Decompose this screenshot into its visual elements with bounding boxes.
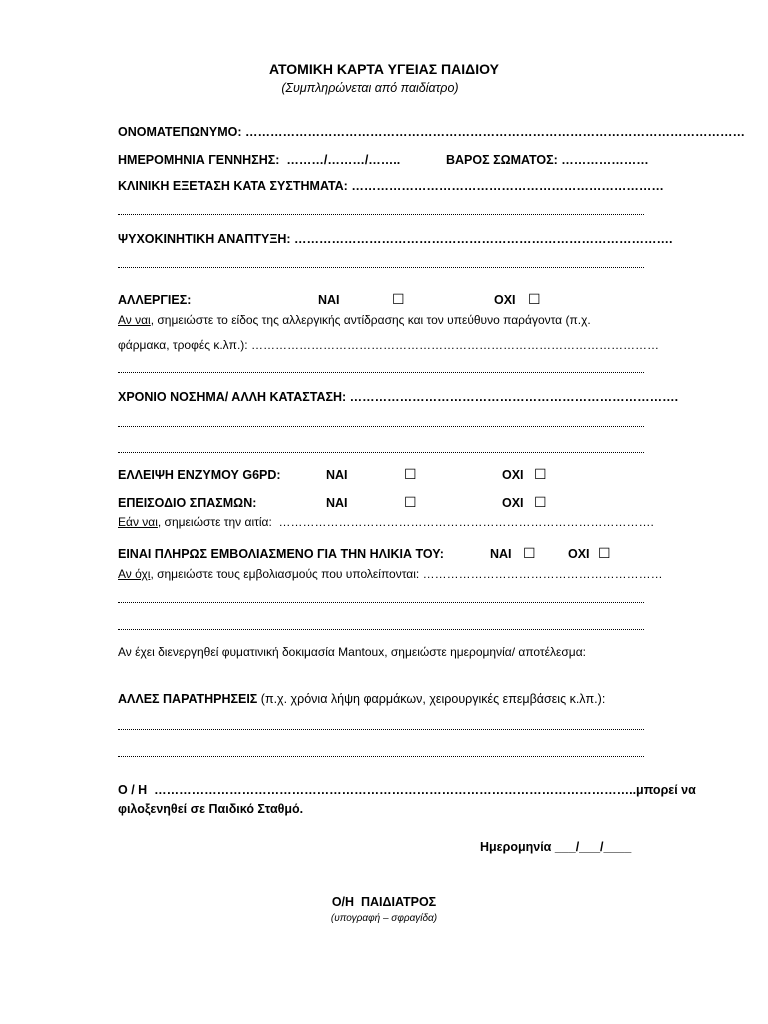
blank-line[interactable] (118, 756, 644, 757)
allergies-no-label: ΟΧΙ (494, 293, 516, 307)
blank-line[interactable] (118, 729, 644, 730)
date-field[interactable]: Ημερομηνία ___/___/____ (480, 840, 632, 854)
clinical-exam-field[interactable]: ΚΛΙΝΙΚΗ ΕΞΕΤΑΣΗ ΚΑΤΑ ΣΥΣΤΗΜΑΤΑ: ………………………………………………………………… (118, 179, 664, 193)
blank-line[interactable] (118, 214, 644, 215)
psychomotor-field[interactable]: ΨΥΧΟΚΙΝΗΤΙΚΗ ΑΝΑΠΤΥΞΗ: ………………………………………………………………………………. (118, 232, 673, 246)
form-subtitle: (Συμπληρώνεται από παιδίατρο) (281, 81, 459, 95)
vaccinated-yes-checkbox[interactable]: ☐ (523, 545, 536, 561)
allergies-no-checkbox[interactable]: ☐ (528, 291, 541, 307)
name-field[interactable]: ΟΝΟΜΑΤΕΠΩΝΥΜΟ: ………………………………………………………………………………………………………… (118, 125, 746, 139)
seizures-yes-label: ΝΑΙ (326, 496, 348, 510)
vaccinated-no-checkbox[interactable]: ☐ (598, 545, 611, 561)
vaccinated-no-label: ΟΧΙ (568, 547, 590, 561)
chronic-disease-field[interactable]: ΧΡΟΝΙΟ ΝΟΣΗΜΑ/ ΑΛΛΗ ΚΑΤΑΣΤΑΣΗ: ……………………………………………………………………. (118, 390, 679, 404)
allergies-yes-label: ΝΑΙ (318, 293, 340, 307)
weight-field[interactable]: ΒΑΡΟΣ ΣΩΜΑΤΟΣ: ………………… (446, 153, 649, 167)
mantoux-label: Αν έχει διενεργηθεί φυματινική δοκιμασία Mantoux, σημειώστε ημερομηνία/ αποτέλεσμα: (118, 645, 586, 659)
g6pd-label: ΕΛΛΕΙΨΗ ΕΝΖΥΜΟΥ G6PD: (118, 468, 281, 482)
seizures-label: ΕΠΕΙΣΟΔΙΟ ΣΠΑΣΜΩΝ: (118, 496, 257, 510)
seizures-no-checkbox[interactable]: ☐ (534, 494, 547, 510)
statement-line-1[interactable]: Ο / Η ……………………………………………………………………………………………………..μπορεί να (118, 783, 696, 797)
vaccinated-label: ΕΙΝΑΙ ΠΛΗΡΩΣ ΕΜΒΟΛΙΑΣΜΕΝΟ ΓΙΑ ΤΗΝ ΗΛΙΚΙΑ ΤΟΥ: (118, 547, 444, 561)
g6pd-no-label: ΟΧΙ (502, 468, 524, 482)
allergies-note-condition: Αν ναι (118, 313, 151, 327)
blank-line[interactable] (118, 629, 644, 630)
seizures-note-text: , σημειώστε την αιτία: …………………………………………………………………………………. (157, 515, 654, 529)
allergies-note (118, 312, 591, 328)
blank-line[interactable] (118, 452, 644, 453)
allergies-note-text: , σημειώστε το είδος της αλλεργικής αντίδρασης και τον υπεύθυνο παράγοντα (π.χ. (150, 313, 591, 327)
seizures-yes-checkbox[interactable]: ☐ (404, 494, 417, 510)
allergies-details-field[interactable]: φάρμακα, τροφές κ.λπ.): ………………………………………………………………………………………… (118, 338, 659, 352)
allergies-label: ΑΛΛΕΡΓΙΕΣ: (118, 293, 192, 307)
vaccinated-yes-label: ΝΑΙ (490, 547, 512, 561)
g6pd-yes-checkbox[interactable]: ☐ (404, 466, 417, 482)
seizures-note-condition: Εάν ναι (118, 515, 158, 529)
signature-note: (υπογραφή – σφραγίδα) (330, 913, 438, 924)
vaccinated-note-text: , σημειώστε τους εμβολιασμούς που υπολείπονται: …………………………………………………… (150, 567, 663, 581)
other-remarks-title: ΑΛΛΕΣ ΠΑΡΑΤΗΡΗΣΕΙΣ (118, 692, 258, 706)
g6pd-yes-label: ΝΑΙ (326, 468, 348, 482)
blank-line[interactable] (118, 426, 644, 427)
g6pd-no-checkbox[interactable]: ☐ (534, 466, 547, 482)
blank-line[interactable] (118, 602, 644, 603)
form-title: ΑΤΟΜΙΚΗ ΚΑΡΤΑ ΥΓΕΙΑΣ ΠΑΙΔΙΟΥ (269, 61, 499, 77)
vaccinated-note-field[interactable] (118, 566, 663, 582)
birthdate-field[interactable]: ΗΜΕΡΟΜΗΝΙΑ ΓΕΝΝΗΣΗΣ: ………/………/…….. (118, 153, 401, 167)
other-remarks-hint: (π.χ. χρόνια λήψη φαρμάκων, χειρουργικές επεμβάσεις κ.λπ.): (257, 692, 606, 706)
signature-title: Ο/Η ΠΑΙΔΙΑΤΡΟΣ (331, 895, 437, 909)
vaccinated-note-condition: Αν όχι (118, 567, 151, 581)
allergies-yes-checkbox[interactable]: ☐ (392, 291, 405, 307)
seizures-no-label: ΟΧΙ (502, 496, 524, 510)
statement-line-2: φιλοξενηθεί σε Παιδικό Σταθμό. (118, 802, 304, 816)
blank-line[interactable] (118, 267, 644, 268)
seizures-note-field[interactable] (118, 514, 654, 530)
blank-line[interactable] (118, 372, 644, 373)
other-remarks-label (118, 691, 605, 707)
